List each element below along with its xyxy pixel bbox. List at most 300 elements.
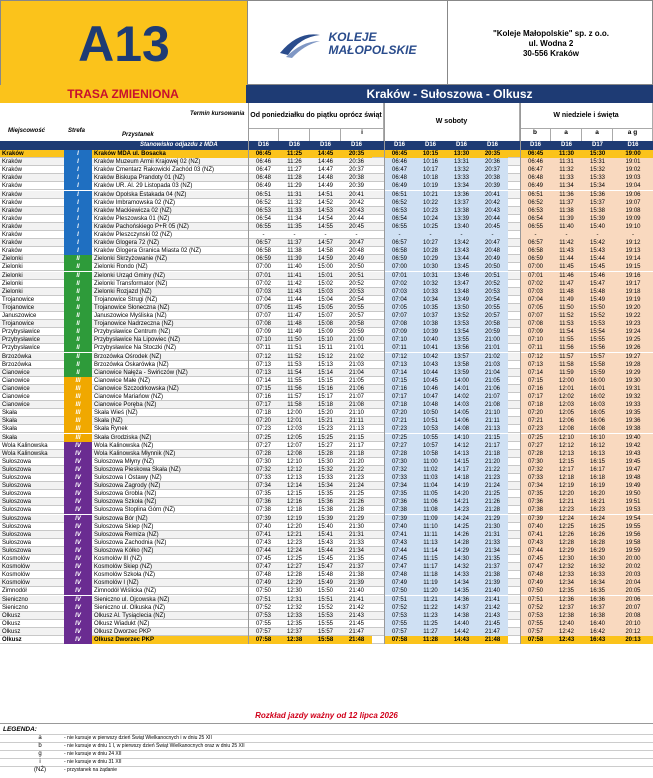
town-cell: Olkusz [2,637,22,643]
town-cell: Zielonki [2,288,23,295]
time-cell: 07:51 [255,596,271,603]
table-row [0,482,653,490]
time-cell: 15:54 [582,328,613,336]
route-name: Kraków - Sułoszowa - Olkusz [246,85,653,103]
time-cell: 12:28 [551,539,582,547]
time-cell: 07:35 [520,490,551,498]
time-cell: 20:59 [477,328,508,336]
time-cell: 12:25 [286,556,302,562]
mark-0 [248,128,279,141]
time-cell: 20:13 [613,636,653,644]
stop-cell: Zielonki Rondo (NŻ) [94,264,148,271]
time-cell: 21:31 [477,531,508,539]
time-cell: 20:58 [477,320,508,328]
time-cell: 21:13 [477,425,508,433]
stop-cell: Sułoszowa Pieskowa Skała (NŻ) [94,466,181,473]
time-cell: 19:03 [613,174,653,182]
time-cell: 14:00 [446,377,477,385]
time-cell: 07:58 [384,636,415,644]
zone-cell: IV [64,474,92,482]
time-cell: 07:43 [384,539,415,547]
time-cell: 07:35 [384,490,415,498]
table-row [0,263,653,271]
zone-cell: IV [64,442,92,450]
time-cell: 12:42 [551,628,582,636]
stop-cell: Sułoszowa Zagrody (NŻ) [94,483,161,490]
stop-cell: Zielonki Urząd Gminy (NŻ) [94,272,166,279]
stop-cell: Kraków Pleszczynski 02 (NŻ) [94,232,173,238]
town-cell: Cianowice [2,385,30,392]
time-cell: 07:25 [520,434,551,442]
time-cell: 14:26 [446,531,477,539]
time-cell: 19:13 [613,247,653,255]
stop-cell: Skała Wieś (NŻ) [94,410,138,417]
town-cell: Sułoszowa [2,491,32,498]
time-cell: 13:45 [446,263,477,271]
time-cell: 11:22 [415,604,446,612]
time-cell: 07:15 [384,377,415,385]
time-cell: - [324,232,327,238]
zone-cell: II [64,280,92,288]
table-row [0,612,653,620]
time-cell: 07:49 [384,579,415,587]
zone-cell: IV [64,490,92,498]
time-cell: 12:17 [551,466,582,474]
table-row [0,239,653,247]
time-cell: 15:11 [318,345,333,352]
time-cell: 14:48 [317,175,333,182]
table-row [0,636,653,644]
stop-cell: Skała Rynek [94,426,128,433]
time-cell: 20:35 [341,150,372,158]
time-cell: 20:53 [348,288,364,295]
town-cell: Kraków [2,167,23,174]
time-cell: 12:05 [286,434,302,441]
time-cell: 20:42 [348,199,364,206]
time-cell: 10:18 [415,174,446,182]
time-cell: 11:37 [287,240,302,247]
time-cell: 07:53 [255,612,271,619]
time-cell: 07:39 [384,515,415,523]
table-row [0,369,653,377]
time-cell: 12:02 [551,393,582,401]
time-cell: 11:59 [551,369,582,377]
time-cell: 15:40 [582,223,613,231]
time-cell: 07:38 [255,507,271,514]
time-cell: 19:14 [613,255,653,263]
time-cell: 10:41 [415,344,446,352]
time-cell: 06:57 [384,239,415,247]
time-cell: 21:23 [348,475,364,481]
stop-cell: Sieniczno ul. Olkuska (NŻ) [94,604,166,611]
time-cell: 14:25 [446,523,477,531]
time-cell: 13:39 [446,215,477,223]
time-cell: 21:35 [348,556,364,562]
time-cell: 14:06 [446,417,477,425]
table-row [0,604,653,612]
time-cell: 07:07 [520,312,551,320]
time-cell: 20:50 [348,264,364,271]
time-cell: 16:43 [582,636,613,644]
time-cell: 20:52 [477,280,508,288]
time-cell: 12:30 [551,555,582,563]
table-row [0,191,653,199]
table-row [0,377,653,385]
time-cell: 14:36 [446,596,477,604]
time-cell: 20:51 [477,272,508,280]
town-cell: Skała [2,426,18,433]
time-cell: 12:31 [286,596,302,603]
time-cell: 15:44 [582,255,613,263]
time-cell: 15:39 [582,215,613,223]
time-cell: 12:13 [551,450,582,458]
time-cell: 11:57 [551,353,582,361]
time-cell: 10:51 [415,417,446,425]
time-cell: 15:48 [582,288,613,296]
time-cell: 21:29 [477,515,508,523]
time-cell: 14:17 [446,466,477,474]
stop-cell: Kraków Biskupa Prandoty 01 (NŻ) [94,175,185,182]
zone-cell: II [64,296,92,304]
town-cell: Sułoszowa [2,483,32,490]
time-cell: 11:52 [287,353,302,360]
time-cell: 13:54 [446,328,477,336]
time-cell: 07:50 [255,588,271,595]
table-row [0,199,653,207]
time-cell: 11:34 [287,215,302,222]
table-row [0,207,653,215]
time-cell: 07:00 [255,264,271,271]
zone-cell: I [64,231,92,239]
zone-cell: IV [64,523,92,531]
time-cell: 11:40 [551,223,582,231]
stand-cell: D16 [257,142,269,148]
time-cell: 06:48 [384,174,415,182]
time-cell: 13:31 [446,158,477,166]
table-row [0,498,653,506]
time-cell: 14:10 [446,434,477,442]
time-cell: 12:30 [286,588,302,595]
time-cell: 07:05 [255,304,271,311]
time-cell: 06:58 [384,247,415,255]
time-cell: 07:13 [255,369,271,376]
table-row [0,434,653,442]
time-cell: 06:47 [520,166,551,174]
town-cell: Skała [2,418,18,425]
time-cell: 21:03 [477,361,508,369]
time-cell: 11:28 [287,175,302,182]
time-cell: 07:03 [384,288,415,296]
time-cell: 11:39 [287,256,302,263]
time-cell: 13:32 [446,166,477,174]
zone-cell: IV [64,596,92,604]
stop-cell: Wola Kalinowska (NŻ) [94,442,154,449]
time-cell: 15:48 [317,572,333,579]
mark-9: a [551,128,582,141]
time-cell: 06:59 [384,255,415,263]
time-cell: 07:30 [255,458,271,465]
time-cell: 11:38 [551,207,582,215]
table-row [0,393,653,401]
time-cell: 19:40 [613,434,653,442]
time-cell: 10:16 [415,158,446,166]
time-cell: 07:09 [384,328,415,336]
time-cell: 07:57 [384,628,415,636]
stop-cell: Sułoszowa Skiep (NŻ) [94,523,154,530]
time-cell: 15:58 [582,361,613,369]
time-cell: 19:24 [613,328,653,336]
time-cell: 11:50 [551,304,582,312]
time-cell: 21:47 [348,628,364,635]
time-cell: 10:40 [415,336,446,344]
time-cell: 07:36 [520,498,551,506]
time-cell: 06:59 [520,255,551,263]
zone-cell: III [64,377,92,385]
time-cell: 10:58 [415,450,446,458]
time-cell: 16:32 [582,563,613,571]
time-cell: 21:22 [477,466,508,474]
zone-cell: II [64,336,92,344]
time-cell: 06:54 [255,215,271,222]
table-row [0,166,653,174]
time-cell: 07:40 [520,523,551,531]
time-cell: 06:51 [384,191,415,199]
time-cell: 20:38 [348,175,364,182]
time-cell: 10:31 [415,272,446,280]
stop-cell: Cianowice Szczodrkowska (NŻ) [94,385,179,392]
time-cell: 12:38 [551,612,582,620]
time-cell: 12:37 [551,604,582,612]
time-cell: 11:57 [287,394,302,400]
time-cell: 16:37 [582,604,613,612]
time-cell: 20:39 [477,182,508,190]
legend-key: i [39,759,41,765]
time-cell: 16:30 [582,555,613,563]
column-divider [248,103,249,644]
town-cell: Wola Kalinowska [2,442,48,449]
time-cell: 19:53 [613,506,653,514]
time-cell: 11:33 [551,174,582,182]
zone-cell: I [64,158,92,166]
time-cell: 07:55 [255,620,271,627]
time-cell: 16:42 [582,628,613,636]
time-cell: 10:24 [415,215,446,223]
stop-cell: Trojanowice Strugi (NŻ) [94,296,158,303]
time-cell: 15:09 [317,329,333,336]
time-cell: 15:50 [317,588,333,595]
time-cell: 07:38 [520,506,551,514]
time-cell: 11:28 [415,636,446,644]
time-cell: 11:49 [287,329,302,336]
time-cell: 11:48 [287,321,302,328]
time-cell: 11:50 [287,337,302,344]
table-row [0,596,653,604]
time-cell: 21:06 [477,385,508,393]
town-cell: Sułoszowa [2,475,32,481]
time-cell: 12:23 [551,506,582,514]
time-cell: 16:34 [582,579,613,587]
time-cell: 14:51 [317,191,333,198]
time-cell: 21:02 [477,353,508,361]
town-cell: Cianowice [2,394,30,400]
time-cell: 20:39 [348,183,364,190]
stop-cell: Sułoszowa Grobla (NŻ) [94,491,157,498]
time-cell: 20:08 [613,612,653,620]
time-cell: 13:40 [446,223,477,231]
time-cell: 07:32 [384,466,415,474]
zone-cell: II [64,263,92,271]
time-cell: 07:48 [384,571,415,579]
time-cell: 21:45 [477,620,508,628]
time-cell: 21:04 [477,369,508,377]
time-cell: 11:40 [287,264,302,271]
time-cell: 07:16 [520,385,551,393]
town-cell: Cianowice [2,402,30,409]
time-cell: 07:01 [520,272,551,280]
time-cell: 07:23 [255,426,271,433]
time-cell: 15:41 [317,531,333,538]
time-cell: 21:17 [477,442,508,450]
time-cell: 11:42 [551,239,582,247]
time-cell: 11:15 [415,555,446,563]
time-cell: 21:42 [348,604,364,611]
time-cell: 07:21 [384,417,415,425]
time-cell: 13:49 [446,296,477,304]
time-cell: 06:53 [255,207,271,214]
time-cell: 19:36 [613,417,653,425]
time-cell: 11:35 [287,223,302,230]
time-cell: 07:36 [255,499,271,506]
time-cell: 14:52 [317,199,333,206]
time-cell: 07:45 [255,556,271,562]
time-cell: 07:08 [384,320,415,328]
zone-cell: IV [64,579,92,587]
time-cell: 21:05 [477,377,508,385]
time-cell: 14:57 [317,240,333,247]
time-cell: 15:42 [582,239,613,247]
group-saturdays: W soboty [384,103,520,141]
time-cell: 21:25 [348,491,364,498]
time-cell: 20:43 [477,207,508,215]
time-cell: 16:01 [582,385,613,393]
time-cell: 07:02 [255,280,271,287]
validity-note: Rozkład jazdy ważny od 12 lipca 2026 [255,711,398,720]
time-cell: 10:29 [415,255,446,263]
time-cell: 07:20 [255,418,271,425]
stop-cell: Kraków Pachońskiego P+R 05 (NŻ) [94,223,189,230]
time-cell: 13:57 [446,353,477,361]
time-cell: 21:08 [348,402,364,409]
time-cell: 14:30 [446,555,477,563]
time-cell: 20:41 [477,191,508,199]
time-cell: 19:35 [613,409,653,417]
time-cell: 21:38 [348,572,364,579]
time-cell: 07:53 [520,612,551,620]
town-cell: Kraków [2,232,23,238]
time-cell: 16:24 [582,515,613,523]
time-cell: - [520,231,551,239]
time-cell: 15:46 [582,272,613,280]
time-cell: 15:43 [582,247,613,255]
time-cell: 07:18 [520,401,551,409]
time-cell: 07:28 [384,450,415,458]
time-cell: 19:27 [613,353,653,361]
time-cell: 20:37 [348,167,364,174]
route-number: A13 [1,1,247,86]
time-cell: 10:39 [415,328,446,336]
zone-cell: IV [64,636,92,644]
time-cell: 14:21 [446,498,477,506]
time-cell: 14:23 [446,506,477,514]
column-divider [520,103,521,644]
legend-key: b [38,743,42,749]
time-cell: 14:15 [446,458,477,466]
zone-cell: II [64,304,92,312]
time-cell: 20:00 [613,555,653,563]
time-cell: 11:55 [551,336,582,344]
time-cell: 19:17 [613,280,653,288]
time-cell: 21:26 [348,499,364,506]
time-cell: 21:05 [348,377,364,384]
time-cell: 07:02 [520,280,551,288]
zone-cell: I [64,223,92,231]
time-cell: 15:33 [317,475,333,481]
stop-cell: Kraków Mackiewicza 02 (NŻ) [94,207,172,214]
stop-cell: Przybysławice Na Lipowiec (NŻ) [94,337,181,344]
town-cell: Sułoszowa [2,547,32,554]
town-cell: Kraków [2,151,24,157]
zone-cell: IV [64,450,92,458]
table-row [0,304,653,312]
zone-cell: II [64,344,92,352]
time-cell: 14:37 [446,604,477,612]
time-cell: 13:43 [446,247,477,255]
stop-cell: Sułoszowa Remiza (NŻ) [94,531,159,538]
time-cell: 07:36 [384,498,415,506]
time-cell: 10:53 [415,425,446,433]
time-cell: 06:54 [384,215,415,223]
stop-cell: Zimnodół Wiślicka (NŻ) [94,588,157,595]
table-row [0,401,653,409]
time-cell: 16:18 [582,474,613,482]
zone-cell: II [64,353,92,361]
town-cell: Kraków [2,191,23,198]
table-row [0,474,653,482]
stop-cell: Przybysławice Centrum (NŻ) [94,329,171,336]
time-cell: 10:23 [415,207,446,215]
time-cell: 07:13 [520,361,551,369]
time-cell: 19:42 [613,442,653,450]
table-row [0,531,653,539]
time-cell: 07:05 [384,304,415,312]
town-cell: Olkusz [2,612,21,619]
zone-cell: II [64,328,92,336]
time-cell: 11:43 [551,247,582,255]
time-cell: 19:04 [613,182,653,190]
time-cell: 11:42 [287,280,302,287]
time-cell: 12:27 [286,564,302,571]
zone-cell: IV [64,466,92,474]
time-cell: 06:51 [520,191,551,199]
table-row [0,280,653,288]
time-cell: 12:24 [286,547,302,554]
town-cell: Trojanowice [2,304,35,311]
zone-cell: IV [64,587,92,595]
table-row [0,255,653,263]
miejscowosc-label: Miejscowość [8,128,46,134]
time-cell: 19:59 [613,547,653,555]
time-cell: 07:28 [255,450,271,457]
